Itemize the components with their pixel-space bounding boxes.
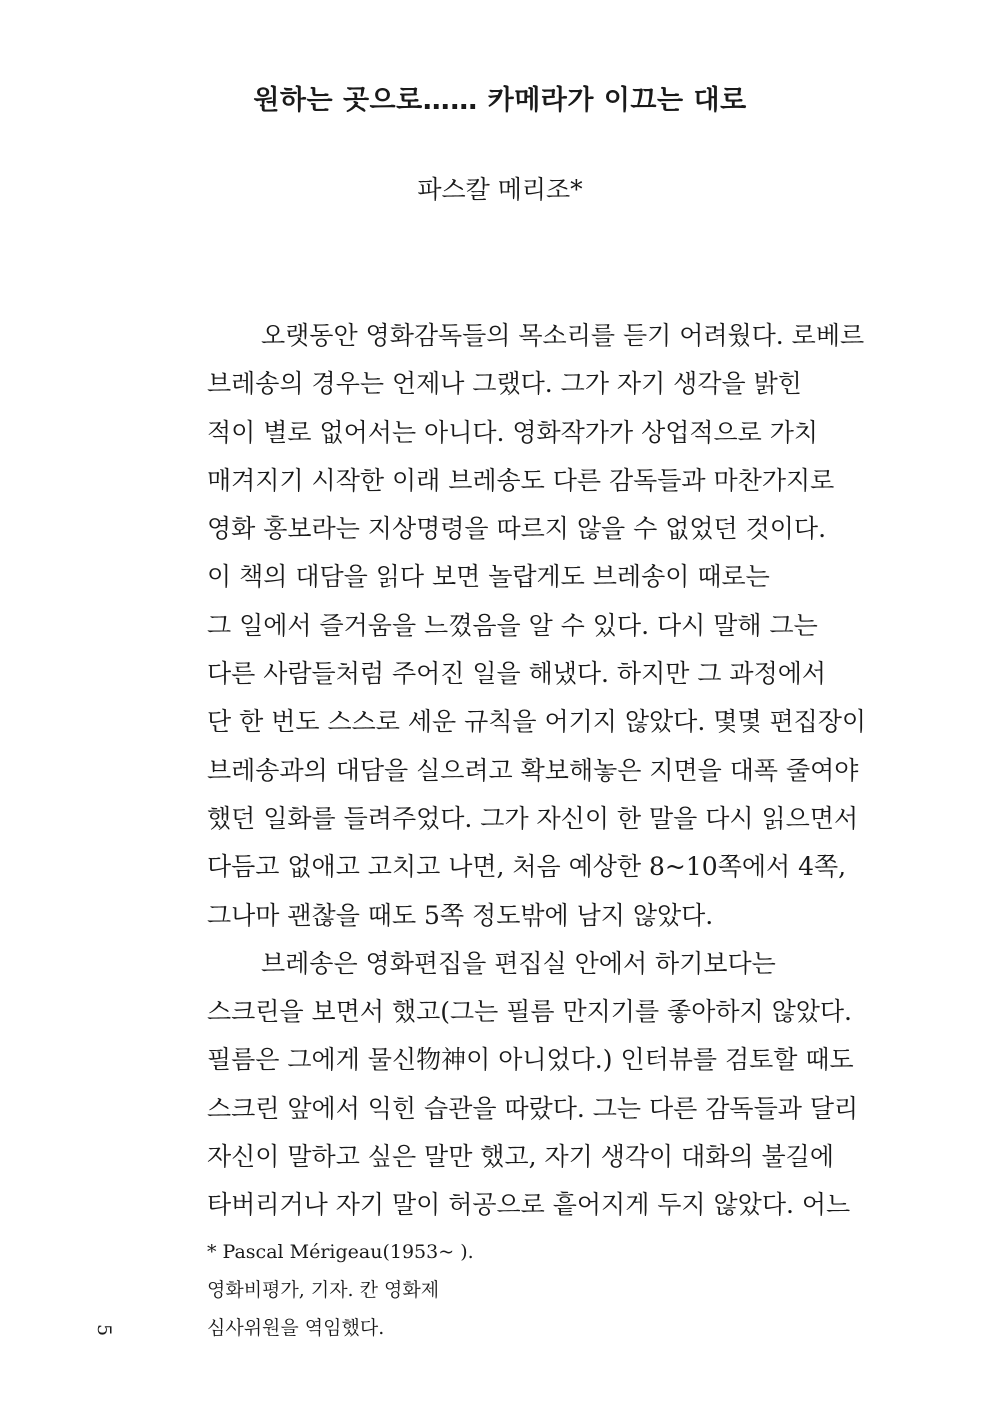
paragraph-line: 그 일에서 즐거움을 느꼈음을 알 수 있다. 다시 말해 그는 [207,610,818,640]
paragraph-line: 오랫동안 영화감독들의 목소리를 듣기 어려웠다. 로베르 [261,321,865,350]
paragraph-line: 타버리거나 자기 말이 허공으로 흩어지게 두지 않았다. 어느 [207,1190,851,1220]
paragraph-line: 매겨지기 시작한 이래 브레송도 다른 감독들과 마찬가지로 [207,465,835,495]
paragraph-line: 다듬고 없애고 고치고 나면, 처음 예상한 8~10쪽에서 4쪽, [207,852,847,882]
paragraph-line: 자신이 말하고 싶은 말만 했고, 자기 생각이 대화의 불길에 [207,1142,834,1172]
footnote-line: 심사위원을 역임했다. [207,1317,385,1339]
footnote-line: 영화비평가, 기자. 칸 영화제 [207,1279,440,1301]
footnote [207,1233,707,1347]
paragraph-line: 스크린을 보면서 했고(그는 필름 만지기를 좋아하지 않았다. [207,997,852,1027]
paragraph-line: 단 한 번도 스스로 세운 규칙을 어기지 않았다. 몇몇 편집장이 [207,707,867,737]
paragraph-line: 브레송과의 대담을 실으려고 확보해놓은 지면을 대폭 줄여야 [207,755,859,785]
paragraph-line: 그나마 괜찮을 때도 5쪽 정도밖에 남지 않았다. [207,900,714,930]
chapter-title: 원하는 곳으로…… 카메라가 이끄는 대로 [253,85,747,116]
paragraph-line: 이 책의 대담을 읽다 보면 놀랍게도 브레송이 때로는 [207,562,770,592]
paragraph-line: 영화 홍보라는 지상명령을 따르지 않을 수 없었던 것이다. [207,514,827,544]
paragraph-line: 했던 일화를 들려주었다. 그가 자신이 한 말을 다시 읽으면서 [207,803,859,833]
footnote-line: * Pascal Mérigeau(1953~ ). [207,1241,474,1263]
body-text [207,312,949,1230]
paragraph-line: 다른 사람들처럼 주어진 일을 해냈다. 하지만 그 과정에서 [207,659,827,689]
paragraph-line: 브레송은 영화편집을 편집실 안에서 하기보다는 [261,948,776,978]
page-number: 5 [93,1323,115,1337]
paragraph-line: 브레송의 경우는 언제나 그랬다. 그가 자기 생각을 밝힌 [207,369,802,399]
paragraph-line: 스크린 앞에서 익힌 습관을 따랐다. 그는 다른 감독들과 달리 [207,1093,859,1123]
paragraph-line: 필름은 그에게 물신物神이 아니었다.) 인터뷰를 검토할 때도 [207,1045,854,1075]
paragraph-line: 적이 별로 없어서는 아니다. 영화작가가 상업적으로 가치 [207,417,819,447]
author-name: 파스칼 메리조* [417,175,583,204]
